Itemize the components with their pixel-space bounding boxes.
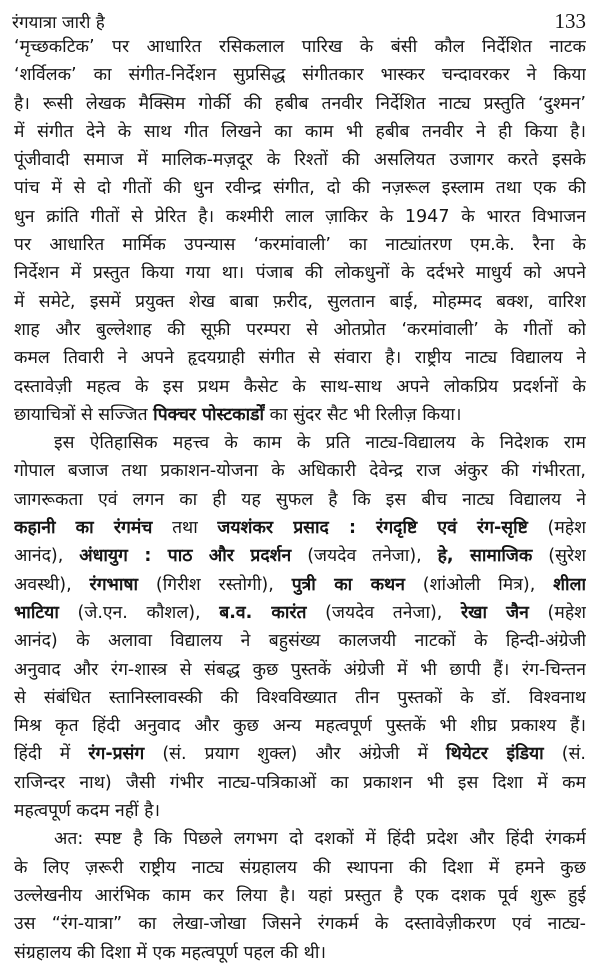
text-segment: के लिए ज़रूरी राष्ट्रीय नाट्य संग्रहालय की स्थापना की दिशा में हमने कुछ [14,857,586,878]
text-segment: अनुवाद और रंग-शास्त्र से संबद्ध कुछ पुस्तकें अंग्रेजी में भी छापी हैं। रंग-चिन्तन [14,659,586,680]
text-segment: निर्देशन में प्रस्तुत किया गया था। पंजाब की लोकधुनों के दर्दभरे माधुर्य को अपने [14,263,586,284]
text-line [14,231,586,259]
text-line [14,514,586,542]
text-line [14,203,586,231]
text-line [14,401,586,429]
text-line [14,429,586,457]
text-segment: दस्तावेज़ी महत्व के इस प्रथम कैसेट के साथ-साथ अपने लोकप्रिय प्रदर्शनों के [14,376,586,397]
text-segment: (जयदेव तनेजा), [306,602,462,623]
page-number: 133 [554,8,586,33]
bold-title-text: जयशंकर प्रसाद : रंगदृष्टि एवं रंग-सृष्टि [217,518,528,539]
bold-title-text: थियेटर इंडिया [446,744,544,765]
text-segment: (शांओली मित्र), [404,574,554,595]
text-line [14,825,586,853]
text-line [14,740,586,768]
text-segment: इस ऐतिहासिक महत्त्व के काम के प्रति नाट्य-विद्यालय के निदेशक राम [54,433,586,454]
text-segment: कमल तिवारी ने अपने हृदयग्राही संगीत से संवारा है। राष्ट्रीय नाट्य विद्यालय ने [14,348,586,369]
text-segment: में समेटे, इसमें प्रयुक्त शेख बाबा फ़रीद, सुलतान बाई, मोहम्मद बक्श, वारिश [14,291,586,312]
text-segment: पर आधारित मार्मिक उपन्यास ‘करमांवाली’ का नाट्यांतरण एम.के. रैना के [14,235,586,256]
text-line [14,33,586,61]
text-line [14,712,586,740]
text-line [14,344,586,372]
text-line [14,571,586,599]
text-line [14,457,586,485]
text-segment: (सं. [543,744,586,765]
text-line [14,288,586,316]
bold-title-text: ब.व. कारंत [219,602,307,623]
text-segment: ‘शर्विलक’ का संगीत-निर्देशन सुप्रसिद्ध संगीतकार भास्कर चन्दावरकर ने किया [14,65,586,86]
text-segment: पांच में से दो गीतों की धुन रवीन्द्र संगीत, दो की नज़रूल इस्लाम तथा एक की [14,178,586,199]
text-segment: ‘मृच्छकटिक’ पर आधारित रसिकलाल पारिख के बंसी कौल निर्देशित नाटक [14,37,586,57]
text-segment: अवस्थी), [14,574,90,595]
text-segment: राजिन्दर नाथ) जैसी गंभीर नाट्य-पत्रिकाओं का प्रकाशन भी इस दिशा में कम [14,772,586,793]
text-segment: मिश्र कृत हिंदी अनुवाद और कुछ अन्य महत्वपूर्ण पुस्तकें भी शीघ्र प्रकाश्य हैं। [14,716,586,737]
text-segment: हिंदी में [14,744,89,765]
body-text [14,33,586,967]
text-line [14,90,586,118]
text-segment: आनंद) के अलावा विद्यालय ने बहुसंख्य कालजयी नाटकों के हिन्दी-अंग्रेजी [14,631,586,652]
text-segment: अत: स्पष्ट है कि पिछले लगभग दो दशकों में हिंदी प्रदेश और हिंदी रंगकर्म [54,829,586,850]
text-segment: (गिरीश रस्तोगी), [138,574,292,595]
text-line [14,146,586,174]
text-segment: पूंजीवादी समाज में मालिक-मज़दूर के रिश्तों की असलियत उजागर करते इसके [14,150,586,171]
text-segment: शाह और बुल्लेशाह की सूफ़ी परम्परा से ओतप्रोत ‘करमांवाली’ के गीतों को [14,319,586,340]
text-line [14,797,586,825]
text-segment: (महेश [528,602,586,623]
text-segment: उल्लेखनीय आरंभिक काम कर लिया है। यहां प्रस्तुत है एक दशक पूर्व शुरू हुई [14,885,586,906]
text-line [14,486,586,514]
text-segment: में संगीत देने के साथ गीत लिखने का काम भी हबीब तनवीर ने ही किया है। [14,121,586,142]
text-line [14,910,586,938]
text-segment: का सुंदर सैट भी रिलीज़ किया। [264,404,462,425]
text-line [14,118,586,146]
text-line [14,542,586,570]
bold-title-text: हे, सामाजिक [437,546,533,567]
text-segment: है। रूसी लेखक मैक्सिम गोर्की की हबीब तनवीर निर्देशित नाट्य प्रस्तुति ‘दुश्मन’ [14,93,586,114]
text-line [14,882,586,910]
text-line [14,684,586,712]
text-line [14,599,586,627]
text-line [14,627,586,655]
text-segment: (सं. प्रयाग शुक्ल) और अंग्रेजी में [144,744,447,765]
bold-title-text: शीला [553,574,586,595]
text-segment: (महेश [527,518,586,539]
text-line [14,61,586,89]
running-title: रंगयात्रा जारी है [12,12,105,33]
text-segment: धुन क्रांति गीतों से प्रेरित है। कश्मीरी लाल ज़ाकिर के 1947 के भारत विभाजन [14,206,586,227]
bold-title-text: अंधायुग : पाठ और प्रदर्शन [79,546,292,567]
text-segment: (सुरेश [532,546,586,567]
bold-title-text: रेखा जैन [461,602,529,623]
text-line [14,769,586,797]
text-segment: उस “रंग-यात्रा” का लेखा-जोखा जिसने रंगकर्म के दस्तावेज़ीकरण एवं नाट्य- [14,914,586,935]
text-line [14,259,586,287]
text-line [14,656,586,684]
text-segment: से संबंधित स्तानिस्लावस्की की विश्वविख्यात तीन पुस्तकों के डॉ. विश्वनाथ [14,687,586,708]
text-line [14,174,586,202]
text-segment: महत्वपूर्ण कदम नहीं है। [14,801,161,822]
bold-title-text: पुत्री का कथन [291,574,405,595]
text-line [14,316,586,344]
bold-title-text: रंगभाषा [89,574,139,595]
bold-title-text: पिक्चर पोस्टकार्डों [153,404,265,425]
bold-title-text: भाटिया [14,602,59,623]
text-segment: गोपाल बजाज तथा प्रकाशन-योजना के अधिकारी देवेन्द्र राज अंकुर की गंभीरता, [14,461,586,482]
page-header [12,8,586,34]
text-segment: जागरूकता एवं लगन का ही यह सुफल है कि इस बीच नाट्य विद्यालय ने [14,489,586,510]
text-line [14,854,586,882]
text-line [14,373,586,401]
text-line [14,939,586,967]
text-segment: (जयदेव तनेजा), [291,546,438,567]
text-segment: तथा [152,518,218,539]
text-segment: आनंद), [14,546,80,567]
text-segment: संग्रहालय की दिशा में एक महत्वपूर्ण पहल की थी। [14,942,326,963]
bold-title-text: कहानी का रंगमंच [14,518,153,539]
text-segment: छायाचित्रों से सज्जित [14,404,154,425]
bold-title-text: रंग-प्रसंग [88,744,145,765]
text-segment: (जे.एन. कौशल), [58,602,220,623]
